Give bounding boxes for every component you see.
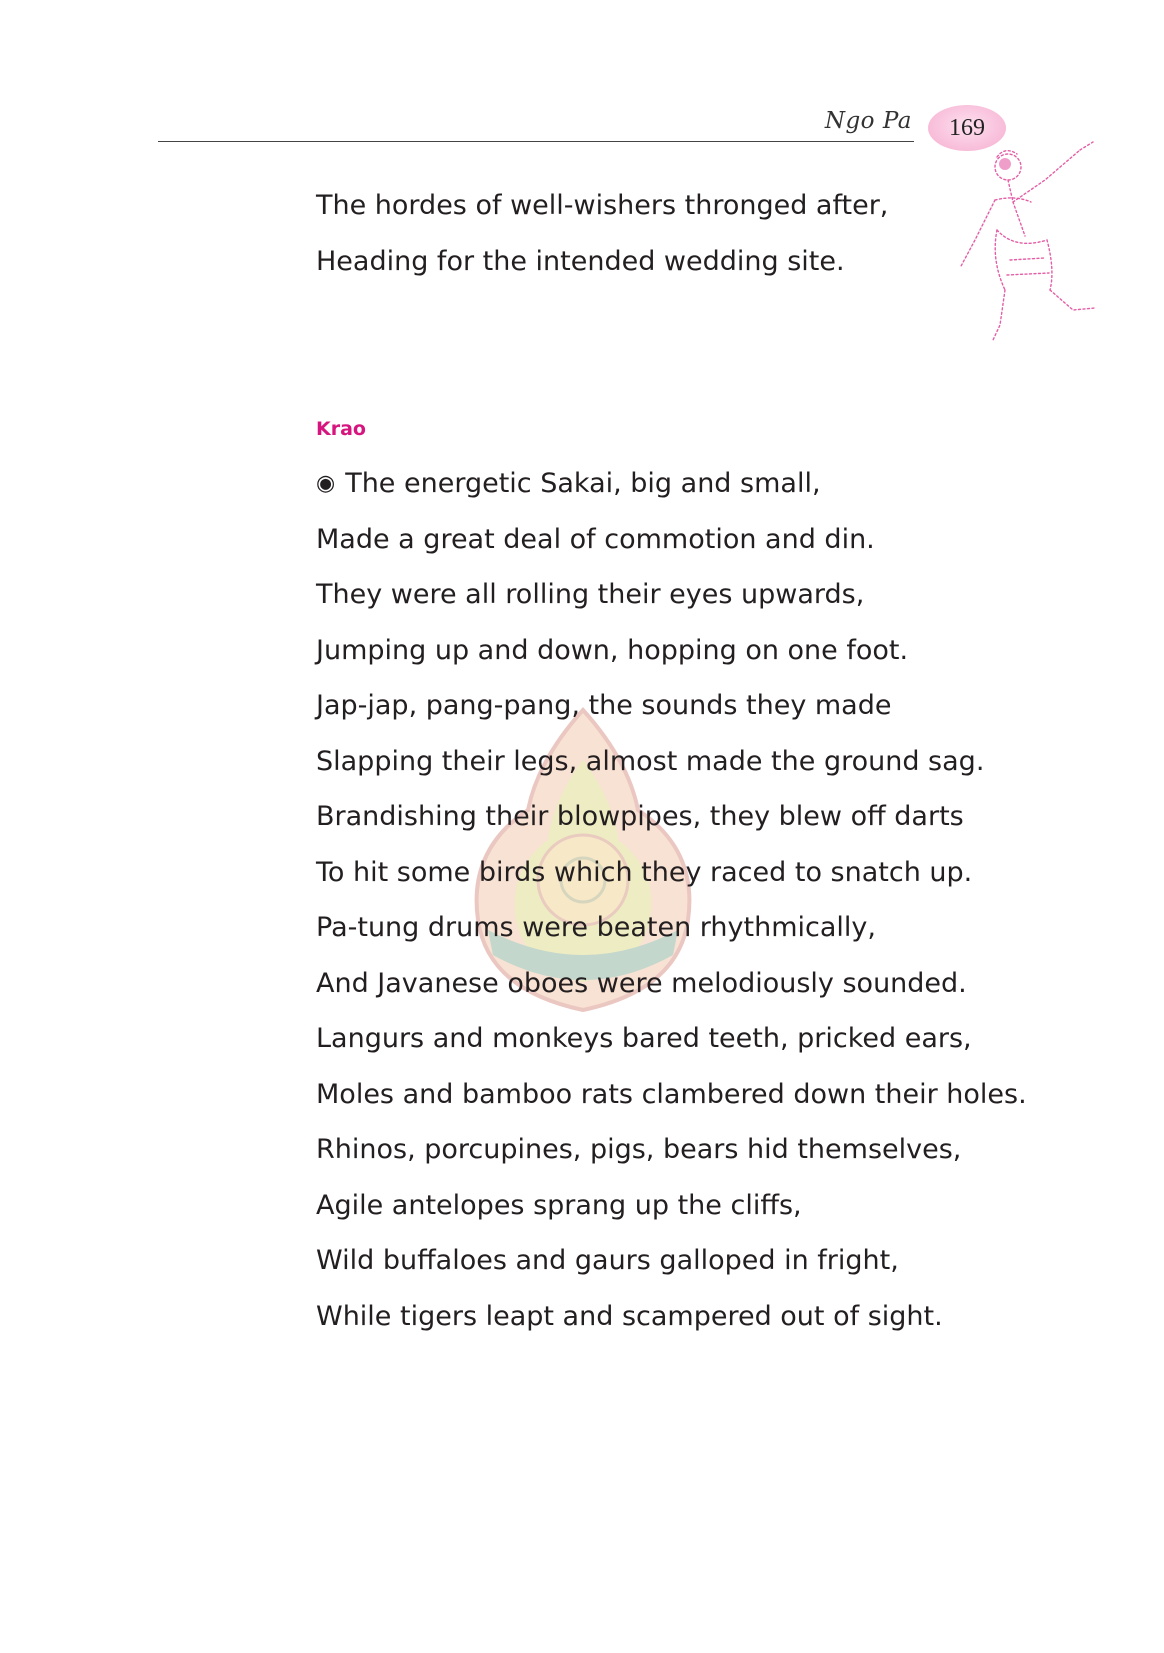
verse-line: Langurs and monkeys bared teeth, pricked ears, [316,1023,972,1054]
verse-line: Brandishing their blowpipes, they blew off darts [316,801,964,832]
verse-line: And Javanese oboes were melodiously sounded. [316,967,967,999]
running-title: Ngo Pa [824,108,912,134]
verse-line: Jumping up and down, hopping on one foot. [316,634,909,666]
verse-line: Moles and bamboo rats clambered down their holes. [316,1078,1027,1110]
page-number: 169 [949,114,985,141]
section-label-krao: Krao [316,418,366,440]
verse-line-text: The energetic Sakai, big and small, [345,468,821,499]
verse-line: To hit some birds which they raced to snatch up. [316,856,973,888]
stanza-1 [316,178,888,289]
verse-line: Agile antelopes sprang up the cliffs, [316,1189,802,1221]
verse-line: They were all rolling their eyes upwards, [316,579,865,610]
verse-line: While tigers leapt and scampered out of sight. [316,1300,943,1332]
verse-line: The hordes of well-wishers thronged after, [316,190,889,221]
header-rule [158,141,914,142]
verse-line: Wild buffaloes and gaurs galloped in fright, [316,1245,899,1276]
dancer-illustration-icon [955,140,1115,345]
verse-line: Pa-tung drums were beaten rhythmically, [316,912,876,943]
verse-line: Jap-jap, pang-pang, the sounds they made [316,690,892,721]
circled-dot-bullet-icon: ◉ [316,471,336,496]
verse-line: Slapping their legs, almost made the ground sag. [316,745,985,777]
verse-line-first [316,456,1027,512]
verse-line: Heading for the intended wedding site. [316,245,845,277]
verse-line: Rhinos, porcupines, pigs, bears hid themselves, [316,1134,962,1165]
stanza-2 [316,456,1027,1344]
verse-line: Made a great deal of commotion and din. [316,523,875,555]
